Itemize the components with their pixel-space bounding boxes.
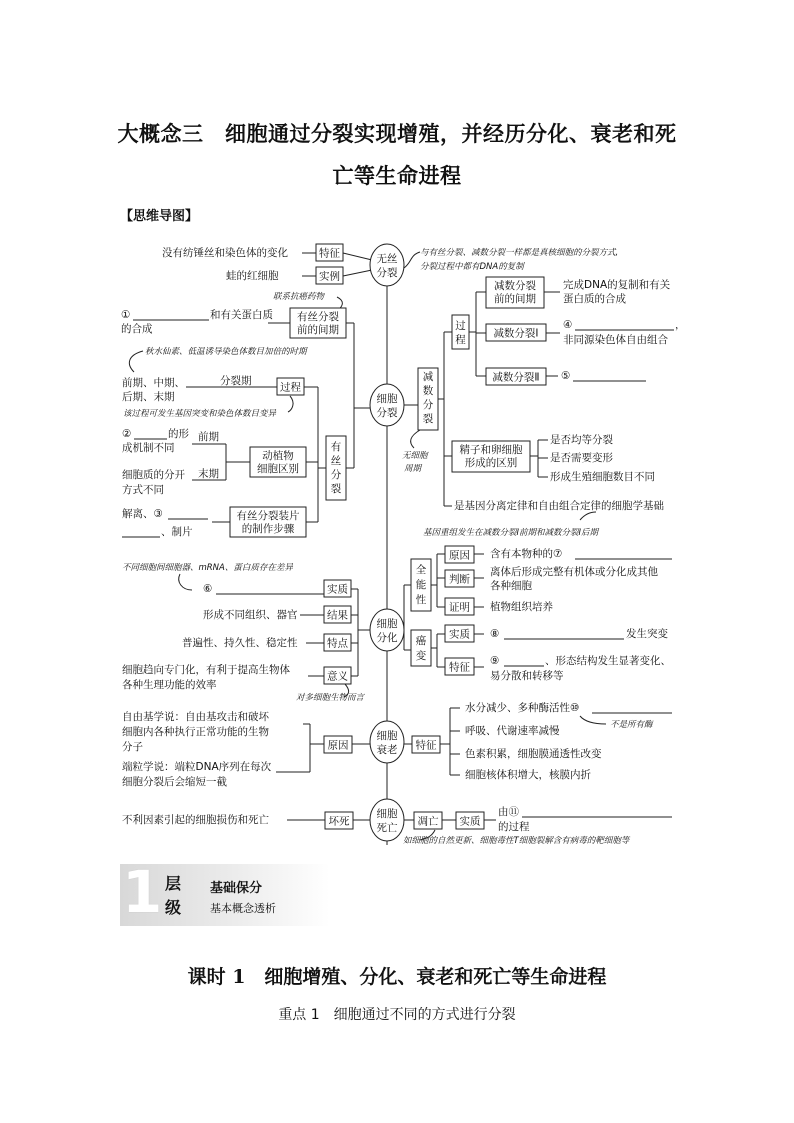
mitosis-vert-2: 丝	[330, 455, 342, 467]
aging-item-3: 色素积累，细胞膜通透性改变	[465, 748, 602, 760]
meiosis-gamete-box-1: 精子和卵细胞	[459, 444, 523, 456]
banner-level-char-1: 层	[164, 874, 181, 893]
diff-cancer-2: 变	[415, 650, 427, 662]
mitosis-diff-late: 末期	[198, 468, 219, 480]
diff-proof-label: 证明	[449, 601, 470, 614]
hub-fenhua-2: 分化	[376, 632, 398, 644]
diff-essence-blank: ⑥	[203, 583, 213, 595]
meiosis-no-cycle-1: 无细胞	[402, 451, 428, 461]
meiosis-vert-2: 数	[422, 385, 434, 397]
aging-free-radical-3: 分子	[122, 741, 143, 753]
aging-enzyme-note: 不是所有酶	[610, 720, 653, 730]
diff-meaning-text-2: 各种生理功能的效率	[122, 679, 217, 691]
diff-meaning-label: 意义	[327, 670, 348, 683]
meiosis-mei1-a: ④	[563, 319, 573, 331]
death-note: 如细胞的自然更新、细胞毒性T细胞裂解含有病毒的靶细胞等	[403, 836, 630, 846]
meiosis-process-1: 过	[455, 320, 466, 332]
meiosis-interphase-text-1: 完成DNA的复制和有关	[563, 279, 671, 291]
mitosis-slide-b: 、制片	[161, 526, 193, 538]
aging-item-4: 细胞核体积增大，核膜内折	[465, 769, 591, 781]
diff-judge-text-2: 各种细胞	[490, 580, 532, 592]
diff-cancer-essence-a: ⑧	[490, 628, 500, 640]
mitosis-diff-early: 前期	[198, 431, 219, 443]
meiosis-mei1-box: 减数分裂Ⅰ	[493, 327, 539, 340]
diff-cause-label: 原因	[449, 549, 470, 562]
wusi-feature-label: 特征	[319, 247, 340, 260]
page-title-line2: 亡等生命进程	[332, 163, 462, 188]
meiosis-no-cycle-2: 周期	[404, 464, 422, 474]
mitosis-blank1-b: 和有关蛋白质	[210, 309, 273, 321]
banner-level	[160, 872, 186, 920]
wusi-example-label: 实例	[319, 270, 340, 283]
mitosis-phase-1: 前期、中期、	[122, 377, 185, 389]
meiosis-mei2-box: 减数分裂Ⅱ	[492, 371, 540, 384]
diff-result-text: 形成不同组织、器官	[203, 609, 298, 621]
meiosis-interphase-box-1: 减数分裂	[494, 280, 536, 292]
death-necrosis-label: 坏死	[328, 815, 350, 828]
diff-meaning-text-1: 细胞趋向专门化，有利于提高生物体	[122, 664, 290, 676]
diff-essence-note: 不同细胞间细胞器、mRNA、蛋白质存在差异	[122, 563, 293, 573]
diff-proof-text: 植物组织培养	[490, 601, 553, 613]
meiosis-mei2-text: ⑤	[561, 370, 571, 382]
mitosis-vert-1: 有	[330, 441, 342, 453]
mitosis-diff-1a: ②	[122, 428, 132, 440]
aging-cause-label: 原因	[327, 739, 349, 752]
mitosis-vert-4: 裂	[330, 483, 342, 495]
mitosis-note-top: 秋水仙素、低温诱导染色体数目加倍的时期	[145, 347, 307, 357]
wusi-note-1: 与有丝分裂、减数分裂一样都是真核细胞的分裂方式,	[420, 248, 619, 258]
hub-shuailao-2: 衰老	[376, 744, 398, 756]
mitosis-vert-3: 分	[330, 469, 342, 481]
hub-shuailao-1: 细胞	[376, 730, 398, 742]
banner-subtitle: 基本概念透析	[210, 902, 276, 915]
meiosis-vert-3: 分	[422, 399, 434, 411]
mitosis-diff-1c: 成机制不同	[122, 442, 175, 454]
death-essence-a: 由⑪	[498, 806, 519, 818]
meiosis-mei1-c: 非同源染色体自由组合	[563, 334, 668, 346]
hub-fenhua-1: 细胞	[376, 618, 398, 630]
death-essence-b: 的过程	[498, 821, 530, 833]
mitosis-diff-2a: 细胞质的分开	[122, 469, 185, 481]
aging-item-1: 水分减少、多种酶活性⑩	[465, 702, 580, 714]
banner-title: 基础保分	[210, 881, 263, 896]
meiosis-interphase-box-2: 前的间期	[494, 293, 536, 305]
diff-judge-text-1: 离体后形成完整有机体或分化成其他	[490, 566, 658, 578]
hub-wusi-2: 分裂	[376, 267, 398, 279]
mitosis-diff-2b: 方式不同	[122, 484, 164, 496]
diff-cancer-feature-b: 、形态结构发生显著变化、	[545, 655, 671, 667]
diff-judge-label: 判断	[449, 573, 470, 586]
meiosis-mei1-b: ，	[675, 319, 686, 331]
mitosis-slide-a: 解离、③	[122, 508, 163, 520]
mitosis-diff-box-1: 动植物	[262, 450, 294, 462]
death-essence-label: 实质	[459, 815, 481, 828]
banner-number: 1	[122, 858, 163, 926]
mitosis-interphase-note: 联系抗癌药物	[273, 292, 325, 302]
aging-free-radical-2: 细胞内各种执行正常功能的生物	[122, 726, 269, 738]
diff-meaning-note: 对多细胞生物而言	[296, 693, 365, 703]
wusi-example-text: 蛙的红细胞	[226, 270, 279, 282]
diff-cancer-feature-c: 易分散和转移等	[490, 670, 564, 682]
mitosis-interphase-box-1: 有丝分裂	[297, 311, 339, 323]
mitosis-blank1-a: ①	[121, 309, 131, 321]
diff-cancer-feature-label: 特征	[449, 661, 470, 674]
diff-cancer-essence-b: 发生突变	[626, 628, 668, 640]
mitosis-interphase-box-2: 前的间期	[297, 324, 339, 336]
hub-wusi-1: 无丝	[376, 253, 398, 265]
hub-siwang-2: 死亡	[376, 822, 398, 834]
diff-cancer-1: 癌	[415, 635, 427, 647]
meiosis-gamete-item-2: 是否需要变形	[550, 452, 613, 464]
aging-item-2: 呼吸、代谢速率减慢	[465, 725, 560, 737]
meiosis-gamete-box-2: 形成的区别	[464, 457, 518, 469]
meiosis-basis-note: 基因重组发生在减数分裂Ⅰ前期和减数分裂Ⅰ后期	[423, 528, 599, 538]
mitosis-blank1-c: 的合成	[121, 323, 153, 335]
diff-totipotency-2: 能	[415, 579, 427, 591]
key-point: 重点 1 细胞通过不同的方式进行分裂	[278, 1007, 516, 1023]
aging-free-radical-1: 自由基学说：自由基攻击和破坏	[122, 711, 269, 723]
meiosis-vert-1: 减	[422, 371, 434, 383]
diff-cancer-feature-a: ⑨	[490, 655, 500, 667]
mitosis-slide-box-1: 有丝分裂装片	[236, 510, 300, 522]
hub-zengzhi-2: 分裂	[376, 407, 398, 419]
mitosis-note-bottom: 该过程可发生基因突变和染色体数目变异	[123, 409, 277, 419]
mindmap-label: 【思维导图】	[120, 209, 199, 224]
mitosis-phase-2: 后期、末期	[122, 391, 175, 403]
meiosis-process-2: 程	[455, 334, 466, 346]
aging-telomere-2: 细胞分裂后会缩短一截	[122, 776, 227, 788]
diff-cancer-essence-label: 实质	[449, 628, 470, 641]
aging-feature-label: 特征	[415, 739, 437, 752]
wusi-feature-text: 没有纺锤丝和染色体的变化	[162, 247, 288, 259]
diff-feature-text: 普遍性、持久性、稳定性	[182, 637, 298, 649]
meiosis-gamete-item-3: 形成生殖细胞数目不同	[550, 471, 655, 483]
diff-essence-label: 实质	[327, 583, 348, 596]
hub-siwang-1: 细胞	[376, 808, 398, 820]
meiosis-vert-4: 裂	[422, 413, 434, 425]
hub-zengzhi-1: 细胞	[376, 393, 398, 405]
lesson-title: 课时 1 细胞增殖、分化、衰老和死亡等生命进程	[187, 966, 607, 988]
diff-totipotency-3: 性	[415, 594, 427, 606]
page-title-line1: 大概念三 细胞通过分裂实现增殖，并经历分化、衰老和死	[117, 121, 677, 146]
meiosis-gamete-item-1: 是否均等分裂	[550, 434, 613, 446]
diff-result-label: 结果	[327, 609, 348, 622]
meiosis-interphase-text-2: 蛋白质的合成	[563, 293, 626, 305]
diff-totipotency-1: 全	[415, 564, 427, 576]
meiosis-basis: 是基因分离定律和自由组合定律的细胞学基础	[454, 500, 664, 512]
wusi-note-2: 分裂过程中都有DNA的复制	[420, 262, 524, 272]
mitosis-split-label: 分裂期	[220, 375, 252, 387]
banner-level-char-2: 级	[164, 898, 181, 917]
mitosis-slide-box-2: 的制作步骤	[241, 523, 295, 535]
aging-telomere-1: 端粒学说：端粒DNA序列在每次	[122, 761, 272, 773]
death-necrosis-text: 不利因素引起的细胞损伤和死亡	[122, 814, 269, 826]
diff-cause-text: 含有本物种的⑦	[490, 548, 563, 560]
mitosis-diff-1b: 的形	[168, 428, 189, 440]
diff-feature-label: 特点	[327, 637, 348, 650]
mitosis-diff-box-2: 细胞区别	[257, 463, 299, 475]
death-apoptosis-label: 凋亡	[417, 815, 439, 828]
mitosis-process-box: 过程	[280, 381, 301, 394]
